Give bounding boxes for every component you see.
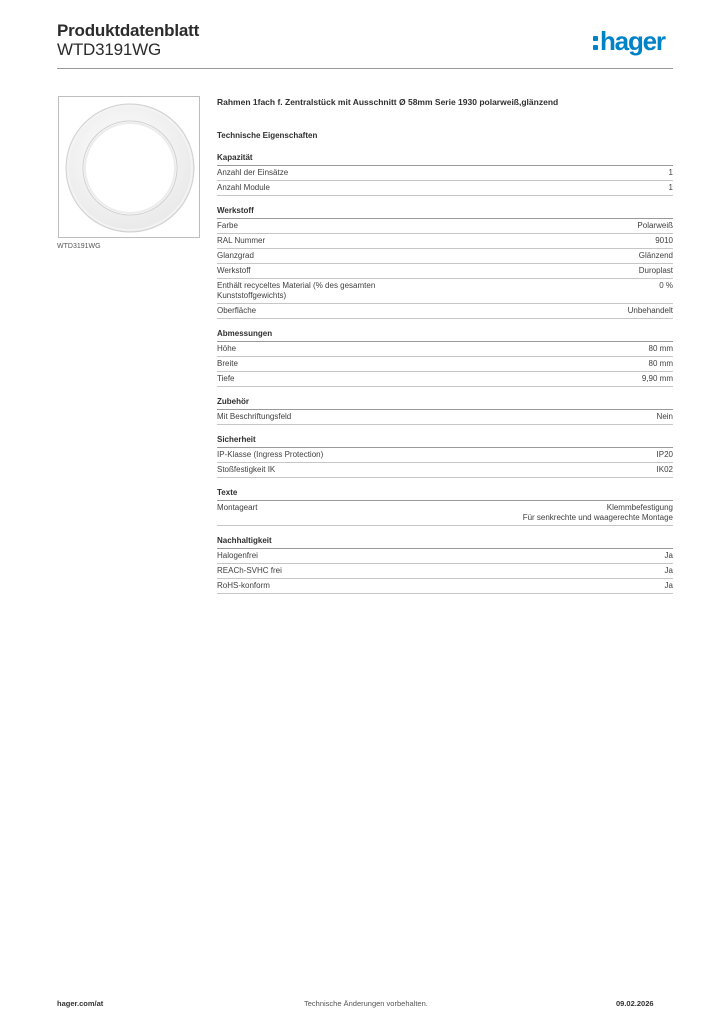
spec-value	[659, 281, 673, 301]
footer-website: hager.com/at	[57, 999, 104, 1008]
spec-value-line: 9,90 mm	[641, 374, 673, 383]
spec-row	[217, 410, 673, 425]
spec-label: Breite	[217, 359, 238, 368]
spec-group-title: Kapazität	[217, 153, 673, 166]
spec-value	[523, 503, 673, 523]
spec-group-title: Texte	[217, 488, 673, 501]
spec-row	[217, 463, 673, 478]
spec-row	[217, 342, 673, 357]
spec-label: Farbe	[217, 221, 238, 230]
product-number: WTD3191WG	[57, 40, 161, 59]
spec-label: Anzahl Module	[217, 183, 270, 192]
spec-row	[217, 357, 673, 372]
spec-value-line: 9010	[655, 236, 673, 245]
spec-label: RAL Nummer	[217, 236, 266, 245]
hager-logo	[593, 27, 665, 55]
spec-group-title: Nachhaltigkeit	[217, 536, 673, 549]
spec-label: Mit Beschriftungsfeld	[217, 412, 292, 421]
spec-value	[657, 465, 673, 475]
spec-row	[217, 234, 673, 249]
spec-value-line: Klemmbefestigung	[606, 503, 673, 512]
spec-label: Oberfläche	[217, 306, 257, 315]
spec-value	[649, 359, 673, 369]
spec-value	[628, 306, 673, 316]
spec-value-line: 80 mm	[648, 359, 673, 368]
spec-label: RoHS-konform	[217, 581, 270, 590]
spec-value	[657, 412, 673, 422]
spec-label: Tiefe	[217, 374, 235, 383]
spec-value	[637, 221, 673, 231]
spec-group	[217, 153, 673, 196]
spec-groups	[217, 153, 673, 594]
spec-label: Halogenfrei	[217, 551, 258, 560]
spec-group-title: Zubehör	[217, 397, 673, 410]
spec-value	[665, 581, 673, 591]
spec-label: Anzahl der Einsätze	[217, 168, 289, 177]
round-frame-image	[59, 97, 199, 237]
spec-row	[217, 501, 673, 526]
spec-group-title: Werkstoff	[217, 206, 673, 219]
spec-value-line: Ja	[664, 566, 673, 575]
spec-value	[642, 374, 673, 384]
spec-label: Werkstoff	[217, 266, 251, 275]
spec-value-line: IK02	[656, 465, 673, 474]
footer-date: 09.02.2026	[616, 999, 654, 1008]
spec-label: Glanzgrad	[217, 251, 254, 260]
spec-value-line: Nein	[656, 412, 673, 421]
spec-value-line: 1	[668, 168, 673, 177]
spec-value	[639, 251, 673, 261]
spec-label: Montageart	[217, 503, 258, 512]
spec-row	[217, 564, 673, 579]
spec-value-line: Ja	[664, 551, 673, 560]
spec-value-line: Glänzend	[638, 251, 673, 260]
spec-row	[217, 249, 673, 264]
spec-label: Stoßfestigkeit IK	[217, 465, 276, 474]
spec-value-line: Unbehandelt	[627, 306, 673, 315]
spec-group	[217, 397, 673, 425]
spec-row	[217, 166, 673, 181]
spec-row	[217, 372, 673, 387]
spec-label: IP-Klasse (Ingress Protection)	[217, 450, 324, 459]
spec-group	[217, 488, 673, 526]
logo-dots-icon	[593, 36, 598, 50]
spec-row	[217, 264, 673, 279]
logo-text: hager	[600, 26, 665, 56]
spec-value	[657, 450, 673, 460]
spec-row	[217, 304, 673, 319]
spec-value	[649, 344, 673, 354]
spec-group-title: Sicherheit	[217, 435, 673, 448]
spec-value	[669, 168, 673, 178]
section-title: Technische Eigenschaften	[217, 131, 318, 140]
image-caption: WTD3191WG	[57, 243, 101, 250]
spec-row	[217, 279, 673, 304]
spec-group	[217, 329, 673, 387]
spec-value	[639, 266, 673, 276]
specifications-panel	[217, 97, 673, 594]
spec-value-line: Duroplast	[638, 266, 673, 275]
spec-value-line: Ja	[664, 581, 673, 590]
spec-label: REACh-SVHC frei	[217, 566, 282, 575]
product-image-frame	[58, 96, 200, 238]
spec-value-line: 1	[668, 183, 673, 192]
header-divider	[57, 68, 673, 69]
spec-value	[665, 551, 673, 561]
spec-group-title: Abmessungen	[217, 329, 673, 342]
spec-label: Höhe	[217, 344, 237, 353]
spec-row	[217, 181, 673, 196]
spec-row	[217, 448, 673, 463]
spec-row	[217, 579, 673, 594]
spec-group	[217, 206, 673, 319]
spec-value-line: Polarweiß	[637, 221, 673, 230]
spec-value-line: IP20	[656, 450, 673, 459]
spec-value-line: 0 %	[659, 281, 673, 290]
document-title: Produktdatenblatt	[57, 21, 200, 40]
spec-value-line: Für senkrechte und waagerechte Montage	[522, 513, 673, 522]
spec-value	[665, 566, 673, 576]
spec-value	[669, 183, 673, 193]
footer-note: Technische Änderungen vorbehalten.	[304, 999, 428, 1008]
spec-row	[217, 549, 673, 564]
spec-group	[217, 435, 673, 478]
spec-row	[217, 219, 673, 234]
spec-value	[655, 236, 673, 246]
spec-group	[217, 536, 673, 594]
product-description: Rahmen 1fach f. Zentralstück mit Ausschnitt Ø 58mm Serie 1930 polarweiß,glänzend	[217, 97, 559, 107]
spec-label: Enthält recyceltes Material (% des gesamten Kunststoffgewichts)	[217, 281, 376, 300]
spec-value-line: 80 mm	[648, 344, 673, 353]
